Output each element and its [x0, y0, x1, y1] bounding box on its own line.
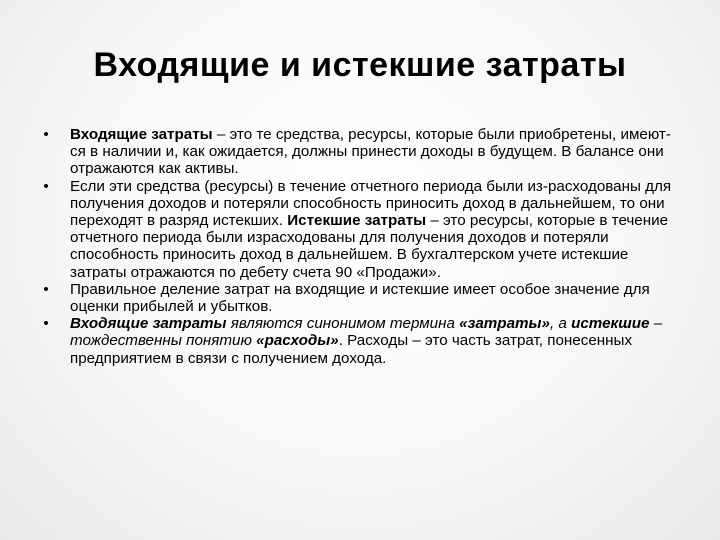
bullet-item-synonyms [36, 315, 686, 367]
term-costs: «затраты» [459, 315, 550, 333]
bullet-text: Правильное деление затрат на входящие и истекшие имеет особое значение для оценки прибылей и убытков. [70, 280, 650, 316]
bullet-text-continued: – это ресурсы, которые в течение отчетного периода были израсходованы для получения доходов и потеряли способность приносить доход в дальнейшем. В бухгалтерском учете истекшие затраты отражаются по дебету счета 90 «Продажи». [70, 212, 669, 281]
term-expired: истекшие [571, 315, 650, 333]
bullet-text: . Расходы – это часть затрат, понесенных предприятием в связи с получением дохода. [70, 332, 633, 367]
term-incoming-costs-italic: Входящие затраты [70, 315, 227, 333]
bullet-item-incoming-costs [36, 126, 686, 178]
term-expired-costs: Истекшие затраты [287, 212, 427, 230]
bullet-text: Если эти средства (ресурсы) в течение отчетного периода были из-расходованы для получения доходов и потеряли способность приносить доход в дальнейшем, то они переходят в разряд истекших. [70, 177, 672, 230]
term-expenses: «расходы» [256, 332, 339, 350]
term-incoming-costs: Входящие затраты [70, 126, 213, 143]
bullet-text-italic: , а [549, 315, 572, 333]
bullet-marker: • [43, 280, 49, 298]
slide-title: Входящие и истекшие затраты [93, 46, 627, 84]
bullet-text-italic: являются синонимом термина [226, 315, 460, 333]
bullet-list [36, 126, 686, 367]
bullet-item-expired-costs [36, 178, 686, 281]
bullet-marker: • [43, 177, 49, 195]
bullet-marker: • [43, 126, 49, 143]
bullet-item-division [36, 281, 686, 315]
bullet-text: – это те средства, ресурсы, которые были приобретены, имеют-ся в наличии и, как ожидается, должны принести доходы в будущем. В балансе они отражаются как активы. [70, 126, 671, 178]
bullet-marker: • [43, 315, 49, 333]
bullet-text-italic: – тождественны понятию [70, 315, 663, 350]
